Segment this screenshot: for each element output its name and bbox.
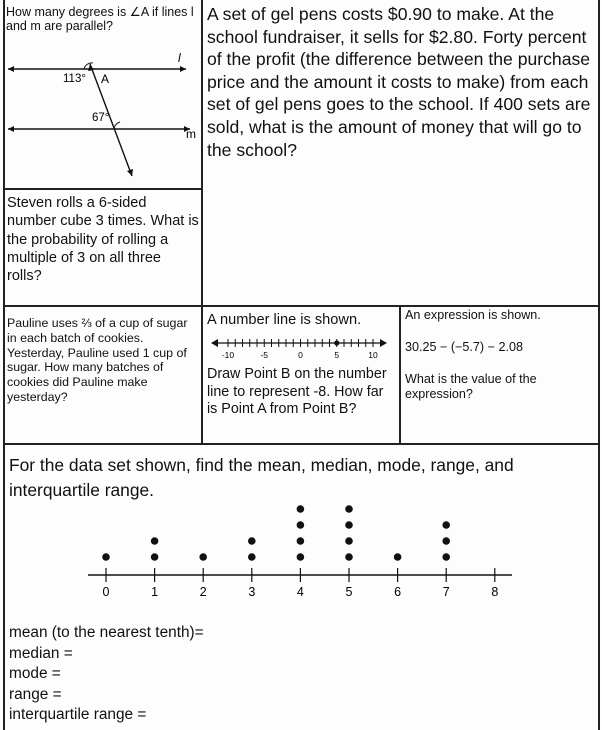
answer-range: range = (9, 685, 62, 703)
line-l-label: l (178, 51, 181, 65)
q7-dot-plot (0, 505, 602, 615)
dot-plot-dot (297, 521, 305, 529)
q6-expression: 30.25 − (−5.7) − 2.08 (405, 340, 523, 354)
q7-answer-lines (9, 623, 309, 726)
dot-plot-tick-label: 8 (491, 585, 499, 599)
dot-plot-dot (199, 553, 207, 561)
dot-plot-dot (297, 537, 305, 545)
q5-tick-label: 0 (298, 350, 303, 360)
q5-intro: A number line is shown. (207, 312, 362, 328)
dot-plot-tick-label: 4 (296, 585, 304, 599)
divider-col1 (201, 0, 203, 443)
dot-plot-dot (442, 553, 450, 561)
answer-median: median = (9, 644, 73, 662)
dot-plot-dot (345, 553, 353, 561)
q2-gel-pens-problem: A set of gel pens costs $0.90 to make. At the school fundraiser, it sells for $2.80. Forty percent of the profit (the difference between the purchase price and the amount it costs to make) from each set of gel pens goes to the school. If 400 sets are sold, what is the amount of money that will go to the school? (207, 4, 591, 160)
answer-iqr: interquartile range = (9, 706, 147, 723)
angle-67-label: 67° (92, 112, 110, 124)
dot-plot-dot (151, 537, 159, 545)
dot-plot-tick-label: 1 (151, 585, 159, 599)
parallel-lines-diagram (0, 40, 200, 190)
q7-data-set-question: For the data set shown, find the mean, median, mode, range, and interquartile range. (9, 455, 514, 500)
divider-col2 (399, 305, 401, 443)
dot-plot-tick-label: 3 (248, 585, 256, 599)
dot-plot-tick-label: 0 (102, 585, 110, 599)
answer-mean: mean (to the nearest tenth)= (9, 624, 204, 641)
q5-tick-label: -10 (221, 350, 235, 360)
q1-question: How many degrees is ∠A if lines l and m are parallel? (6, 5, 194, 34)
q5-tick-label: -5 (260, 350, 269, 360)
dot-plot-dot (248, 537, 256, 545)
dot-plot-dot (345, 521, 353, 529)
divider-row-mid (3, 305, 599, 307)
dot-plot-dot (442, 537, 450, 545)
dot-plot-dot (394, 553, 402, 561)
line-m-label: m (186, 127, 196, 141)
angle-a-label: A (101, 72, 110, 86)
answer-mode: mode = (9, 665, 61, 682)
dot-plot-tick-label: 7 (442, 585, 450, 599)
q5-arrow-left (211, 339, 218, 347)
angle-113-label: 113° (63, 73, 86, 85)
dot-plot-dot (345, 537, 353, 545)
dot-plot-tick-label: 2 (199, 585, 207, 599)
dot-plot-dot (248, 553, 256, 561)
q5-point-a (334, 340, 339, 345)
q6-question: What is the value of the expression? (405, 372, 537, 402)
q5-tick-label: 5 (334, 350, 340, 360)
q5-tick-label: 10 (368, 350, 378, 360)
dot-plot-dot (297, 505, 305, 513)
q3-number-cube-problem: Steven rolls a 6-sided number cube 3 times. What is the probability of rolling a multiple of 3 on all three rolls? (7, 195, 199, 285)
dot-plot-dot (345, 505, 353, 513)
q5-question: Draw Point B on the number line to represent -8. How far is Point A from Point B? (207, 366, 387, 418)
dot-plot-tick-label: 6 (394, 585, 402, 599)
q5-number-line (203, 333, 393, 363)
dot-plot-dot (102, 553, 110, 561)
q5-arrow-right (380, 339, 387, 347)
dot-plot-dot (151, 553, 159, 561)
q4-sugar-problem: Pauline uses ⅔ of a cup of sugar in each batch of cookies. Yesterday, Pauline used 1 cup of sugar. How many batches of cookies did Pauline make yesterday? (7, 316, 188, 404)
q6-intro: An expression is shown. (405, 308, 541, 322)
dot-plot-dot (297, 553, 305, 561)
border-right (598, 0, 600, 730)
dot-plot-dot (442, 521, 450, 529)
dot-plot-tick-label: 5 (345, 585, 353, 599)
divider-row-bottom (3, 443, 599, 445)
